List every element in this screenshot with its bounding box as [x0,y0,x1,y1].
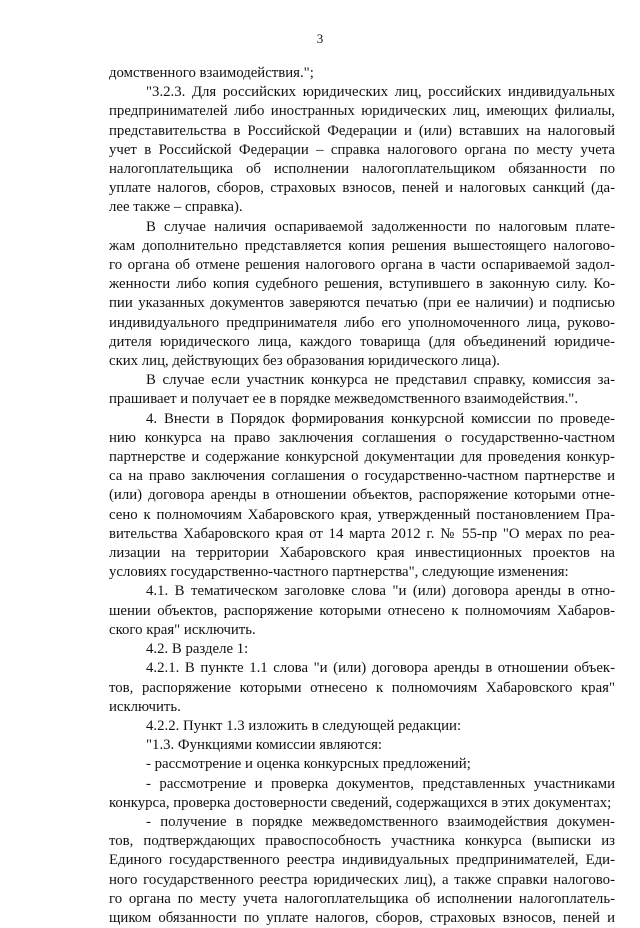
text-line: 4.2.1. В пункте 1.1 слова "и (или) договора аренды в отношении объек- [146,660,615,677]
text-line: Единого государственного реестра индивидуальных предпринимателей, Еди- [109,852,615,869]
text-line: - рассмотрение и оценка конкурсных предложений; [146,756,471,773]
text-line: партнерстве и содержание конкурсной документации для проведения конкур- [109,449,615,466]
text-line: "3.2.3. Для российских юридических лиц, российских индивидуальных [146,84,615,101]
text-line: В случае наличия оспариваемой задолженности по налоговым плате- [146,218,615,235]
text-line: "1.3. Функциями комиссии являются: [146,737,383,754]
text-line: го органа по месту учета налогоплательщика об исполнении налогоплатель- [109,890,615,907]
text-line: сено к полномочиям Хабаровского края, утвержденный постановлением Пра- [109,506,615,523]
document-body [109,64,615,928]
text-line: са на право заключения соглашения о государственно-частном партнерстве и [109,468,615,485]
text-line: представительства в Российской Федерации и (или) вставших на налоговый [109,122,615,139]
text-line: женности либо копия судебного решения, вступившего в законную силу. Ко- [109,276,615,293]
text-line: 4.1. В тематическом заголовке слова "и (или) договора аренды в отно- [146,583,615,600]
page-number: 3 [316,31,324,46]
text-line: 4. Внести в Порядок формирования конкурсной комиссии по проведе- [146,410,615,427]
text-line: индивидуального предпринимателя либо его уполномоченного лица, руково- [109,314,615,331]
text-line: условиях государственно-частного партнерства", следующие изменения: [109,564,569,581]
text-line: - рассмотрение и проверка документов, представленных участниками [146,775,615,792]
text-line: учет в Российской Федерации – справка налогового органа по месту учета [109,141,615,158]
text-line: лизации на территории Хабаровского края инвестиционных проектов на [109,545,615,562]
text-line: прашивает и получает ее в порядке межведомственного взаимодействия.". [109,391,579,408]
text-line: го органа об отмене решения налогового органа в части оспариваемой задол- [109,257,615,274]
text-line: предпринимателей либо иностранных юридических лиц, имеющих филиалы, [109,103,615,120]
text-line: вительства Хабаровского края от 14 марта 2012 г. № 55-пр "О мерах по реа- [109,525,615,542]
text-line: щиком обязанности по уплате налогов, сборов, страховых взносов, пеней и [109,909,615,926]
text-line: жам дополнительно представляется копия решения вышестоящего налогово- [109,237,615,254]
text-line: шении объектов, распоряжение которыми отнесено к полномочиям Хабаров- [109,602,615,619]
text-line: 4.2. В разделе 1: [146,641,249,658]
text-line: 4.2.2. Пункт 1.3 изложить в следующей редакции: [146,717,462,734]
text-line: уплате налогов, сборов, страховых взносов, пеней и налоговых санкций (да- [109,180,615,197]
text-line: ского края" исключить. [109,621,256,638]
text-line: пии указанных документов заверяются печатью (при ее наличии) и подписью [109,295,615,312]
text-line: домственного взаимодействия."; [109,65,314,81]
text-line: тов, распоряжение которыми отнесено к полномочиям Хабаровского края" [109,679,615,696]
text-line: (или) договора аренды в отношении объектов, распоряжение которыми отне- [109,487,615,504]
text-line: тов, подтверждающих правоспособность участника конкурса (выписки из [109,833,615,850]
text-line: конкурса, проверка достоверности сведений, содержащихся в этих документах; [109,794,612,811]
text-line: налогоплательщика об исполнении налогоплательщиком обязанности по [109,161,615,178]
text-line: лее также – справка). [109,199,243,216]
text-line: ного государственного реестра юридических лиц), а также справки налогово- [109,871,615,888]
text-line: исключить. [109,698,181,715]
text-line: нию конкурса на право заключения соглашения о государственно-частном [109,429,615,446]
text-line: В случае если участник конкурса не представил справку, комиссия за- [146,372,615,389]
text-line: ских лиц, действующих без образования юридического лица). [109,353,500,370]
text-line: - получение в порядке межведомственного взаимодействия докумен- [146,813,615,830]
text-line: дителя юридического лица, каждого товарища (для объединений юридиче- [109,333,615,350]
